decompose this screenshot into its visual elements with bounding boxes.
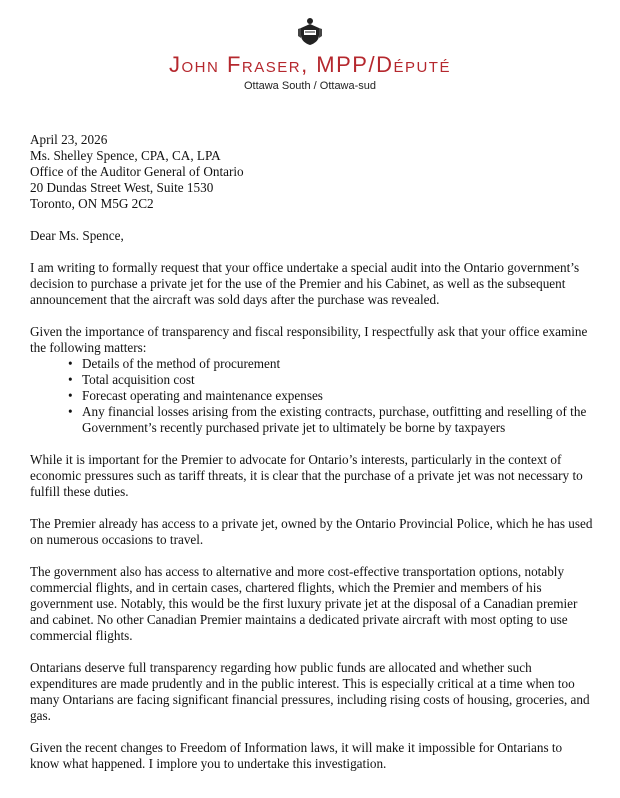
ontario-crest-icon xyxy=(297,16,323,46)
letter-body xyxy=(30,132,594,772)
list-item: • Any financial losses arising from the existing contracts, purchase, outfitting and reselling of the Government’s recently purchased private jet to ultimately be borne by taxpayers xyxy=(68,404,594,436)
paragraph-advocacy: While it is important for the Premier to advocate for Ontario’s interests, particularly in the context of economic pressures such as tariff threats, it is clear that the purchase of a private jet was not necessary to fulfill these duties. xyxy=(30,452,583,499)
mpp-riding: Ottawa South / Ottawa-sud xyxy=(243,80,377,92)
mpp-name: John Fraser, MPP/Député xyxy=(169,52,451,77)
recipient-office: Office of the Auditor General of Ontario xyxy=(30,164,244,179)
paragraph-opp-jet: The Premier already has access to a private jet, owned by the Ontario Provincial Police, which he has used on numerous occasions to travel. xyxy=(30,516,593,547)
recipient-city: Toronto, ON M5G 2C2 xyxy=(30,196,154,211)
matters-list xyxy=(30,356,594,436)
paragraph-matters-intro: Given the importance of transparency and fiscal responsibility, I respectfully ask that your office examine the following matters: xyxy=(30,324,588,355)
salutation: Dear Ms. Spence, xyxy=(30,228,124,243)
paragraph-transparency: Ontarians deserve full transparency regarding how public funds are allocated and whether such expenditures are made prudently and in the public interest. This is especially critical at a time when too many Ontarians are facing significant financial pressures, including rising costs of housing, groceries, and gas. xyxy=(30,660,590,723)
letter-date: April 23, 2026 xyxy=(30,132,108,147)
letterhead xyxy=(0,0,620,92)
paragraph-foi: Given the recent changes to Freedom of Information laws, it will make it impossible for Ontarians to know what happened. I implore you to undertake this investigation. xyxy=(30,740,563,771)
list-item: • Details of the method of procurement xyxy=(68,356,594,372)
address-block xyxy=(30,132,594,212)
list-item: • Forecast operating and maintenance expenses xyxy=(68,388,594,404)
list-item: • Total acquisition cost xyxy=(68,372,594,388)
paragraph-request: I am writing to formally request that your office undertake a special audit into the Ontario government’s decision to purchase a private jet for the use of the Premier and his Cabinet, as well as the subsequent announcement that the aircraft was sold days after the purchase was revealed. xyxy=(30,260,580,307)
recipient-street: 20 Dundas Street West, Suite 1530 xyxy=(30,180,214,195)
paragraph-alternatives: The government also has access to alternative and more cost-effective transportation options, notably commercial flights, and in certain cases, chartered flights, which the Premier and members of his government use. Notably, this would be the first luxury private jet at the disposal of a Canadian premier and cabinet. No other Canadian Premier maintains a dedicated private aircraft with most opting to use commercial flights. xyxy=(30,564,578,643)
recipient-name: Ms. Shelley Spence, CPA, CA, LPA xyxy=(30,148,221,163)
